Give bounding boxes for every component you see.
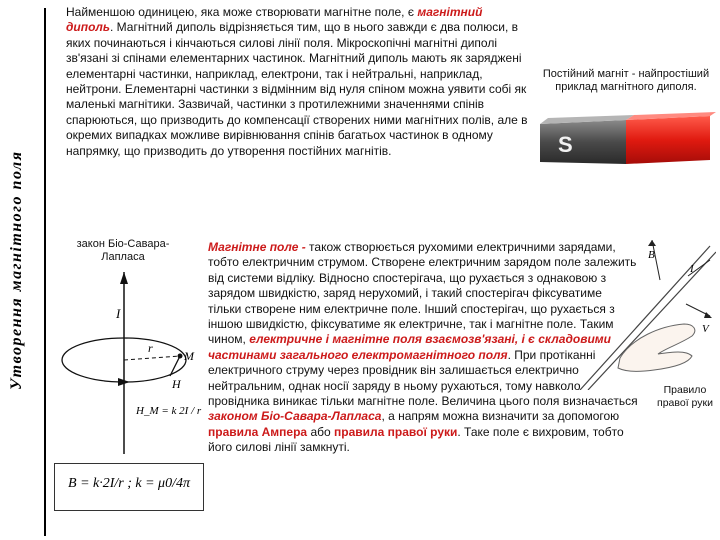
label-b: B: [648, 249, 655, 261]
text-segment: або: [307, 424, 334, 439]
term-right-hand-rule: правила правої руки: [334, 424, 458, 439]
permanent-magnet-image: [534, 112, 716, 172]
term-magnetic-dipole: магнітний диполь: [66, 5, 483, 35]
term-ampere-rule: правила Ампера: [208, 424, 308, 439]
law-caption: закон Біо-Савара-Лапласа: [76, 238, 170, 263]
right-hand-rule-image: [560, 240, 716, 390]
term-electromagnetic-field: електричне і магнітне поля взаємозв'язані, і є складовими частинами загального електромагнітного поля: [208, 332, 611, 362]
b-arrow-icon: [648, 240, 656, 246]
label-i: I: [690, 263, 694, 275]
sidebar-divider: [44, 8, 46, 536]
hand-icon: [618, 324, 695, 371]
text-segment: , а напрям можна визначити за допомогою: [381, 409, 620, 424]
term-biot-savart-law: законом Біо-Савара-Лапласа: [208, 409, 382, 424]
text-segment: . Таке поле є вихровим, тобто його силові лінії замкнуті.: [208, 424, 624, 455]
magnet-south-half: [540, 120, 626, 164]
label-field: H: [172, 377, 181, 391]
v-arrow-icon: [704, 312, 712, 318]
magnet-north-half: [626, 116, 710, 164]
formula-box: [54, 463, 204, 511]
radius-line: [124, 356, 180, 360]
label-v: V: [702, 323, 709, 335]
slide-section-title: Утворення магнітного поля: [8, 150, 25, 390]
sidebar: [0, 0, 46, 540]
text-segment: . При протіканні електричного струму через провідник він залишається електрично нейтральним, однак носії заряду в ньому рухаються, тому навколо провідника виникає тільки магнітне поле. Величина цього поля визначається: [208, 347, 638, 409]
magnet-pole-label: S: [558, 132, 573, 157]
magnet-caption: Постійний магніт - найпростіший приклад магнітного диполя.: [542, 68, 710, 93]
paragraph-dipole: [66, 5, 531, 159]
text-segment: . Магнітний диполь відрізняється тим, що в нього завжди є два полюси, в яких починаються і кінчаються силові лінії поля. Мікроскопічні магнітні диполі зв'язані зі спінами елементарних частинок. Магнітний диполь мають як заряджені елементарні частинки, наприклад, електрони, так і нейтральні, наприклад, нейтрони. Елементарні частинки з відмінним від нуля спіном можна уявити собі як маленькі магнітики. Зазвичай, частинки з протилежними значеннями спінів спарюються, що призводить до компенсації створених ними магнітних полів, але в окремих випадках можливе вирівнювання спінів багатьох частинок в одному напрямку, що призводить до утворення постійних магнітів.: [66, 20, 528, 158]
label-point: M: [184, 349, 194, 363]
biot-savart-formula: B = k·2I/r ; k = μ0/4π: [68, 476, 190, 491]
diagram-formula: H_M = k 2I / r: [136, 405, 202, 417]
label-radius: r: [148, 341, 153, 355]
term-magnetic-field: Магнітне поле -: [208, 240, 306, 254]
right-hand-rule-caption: Правило правої руки: [657, 384, 713, 409]
text-segment: Найменшою одиницею, яка може створювати магнітне поле, є: [66, 5, 418, 19]
biot-savart-diagram: [54, 268, 204, 458]
text-segment: також створюється рухомими електричними зарядами, тобто електричним струмом. Створене електричним зарядом поле залежить від системи відліку. Відносно спостерігача, що рухається з однаковою з зарядом швидкістю, заряд нерухомий, і такий спостерігач фіксуватиме тільки створене ним електричне поле. Інший спостерігач, що рухається з іншою швидкістю, фіксуватиме як електричне, так і магнітне поле. Таким чином,: [208, 240, 637, 347]
current-arrow-icon: [120, 272, 128, 284]
label-current: I: [116, 306, 121, 321]
